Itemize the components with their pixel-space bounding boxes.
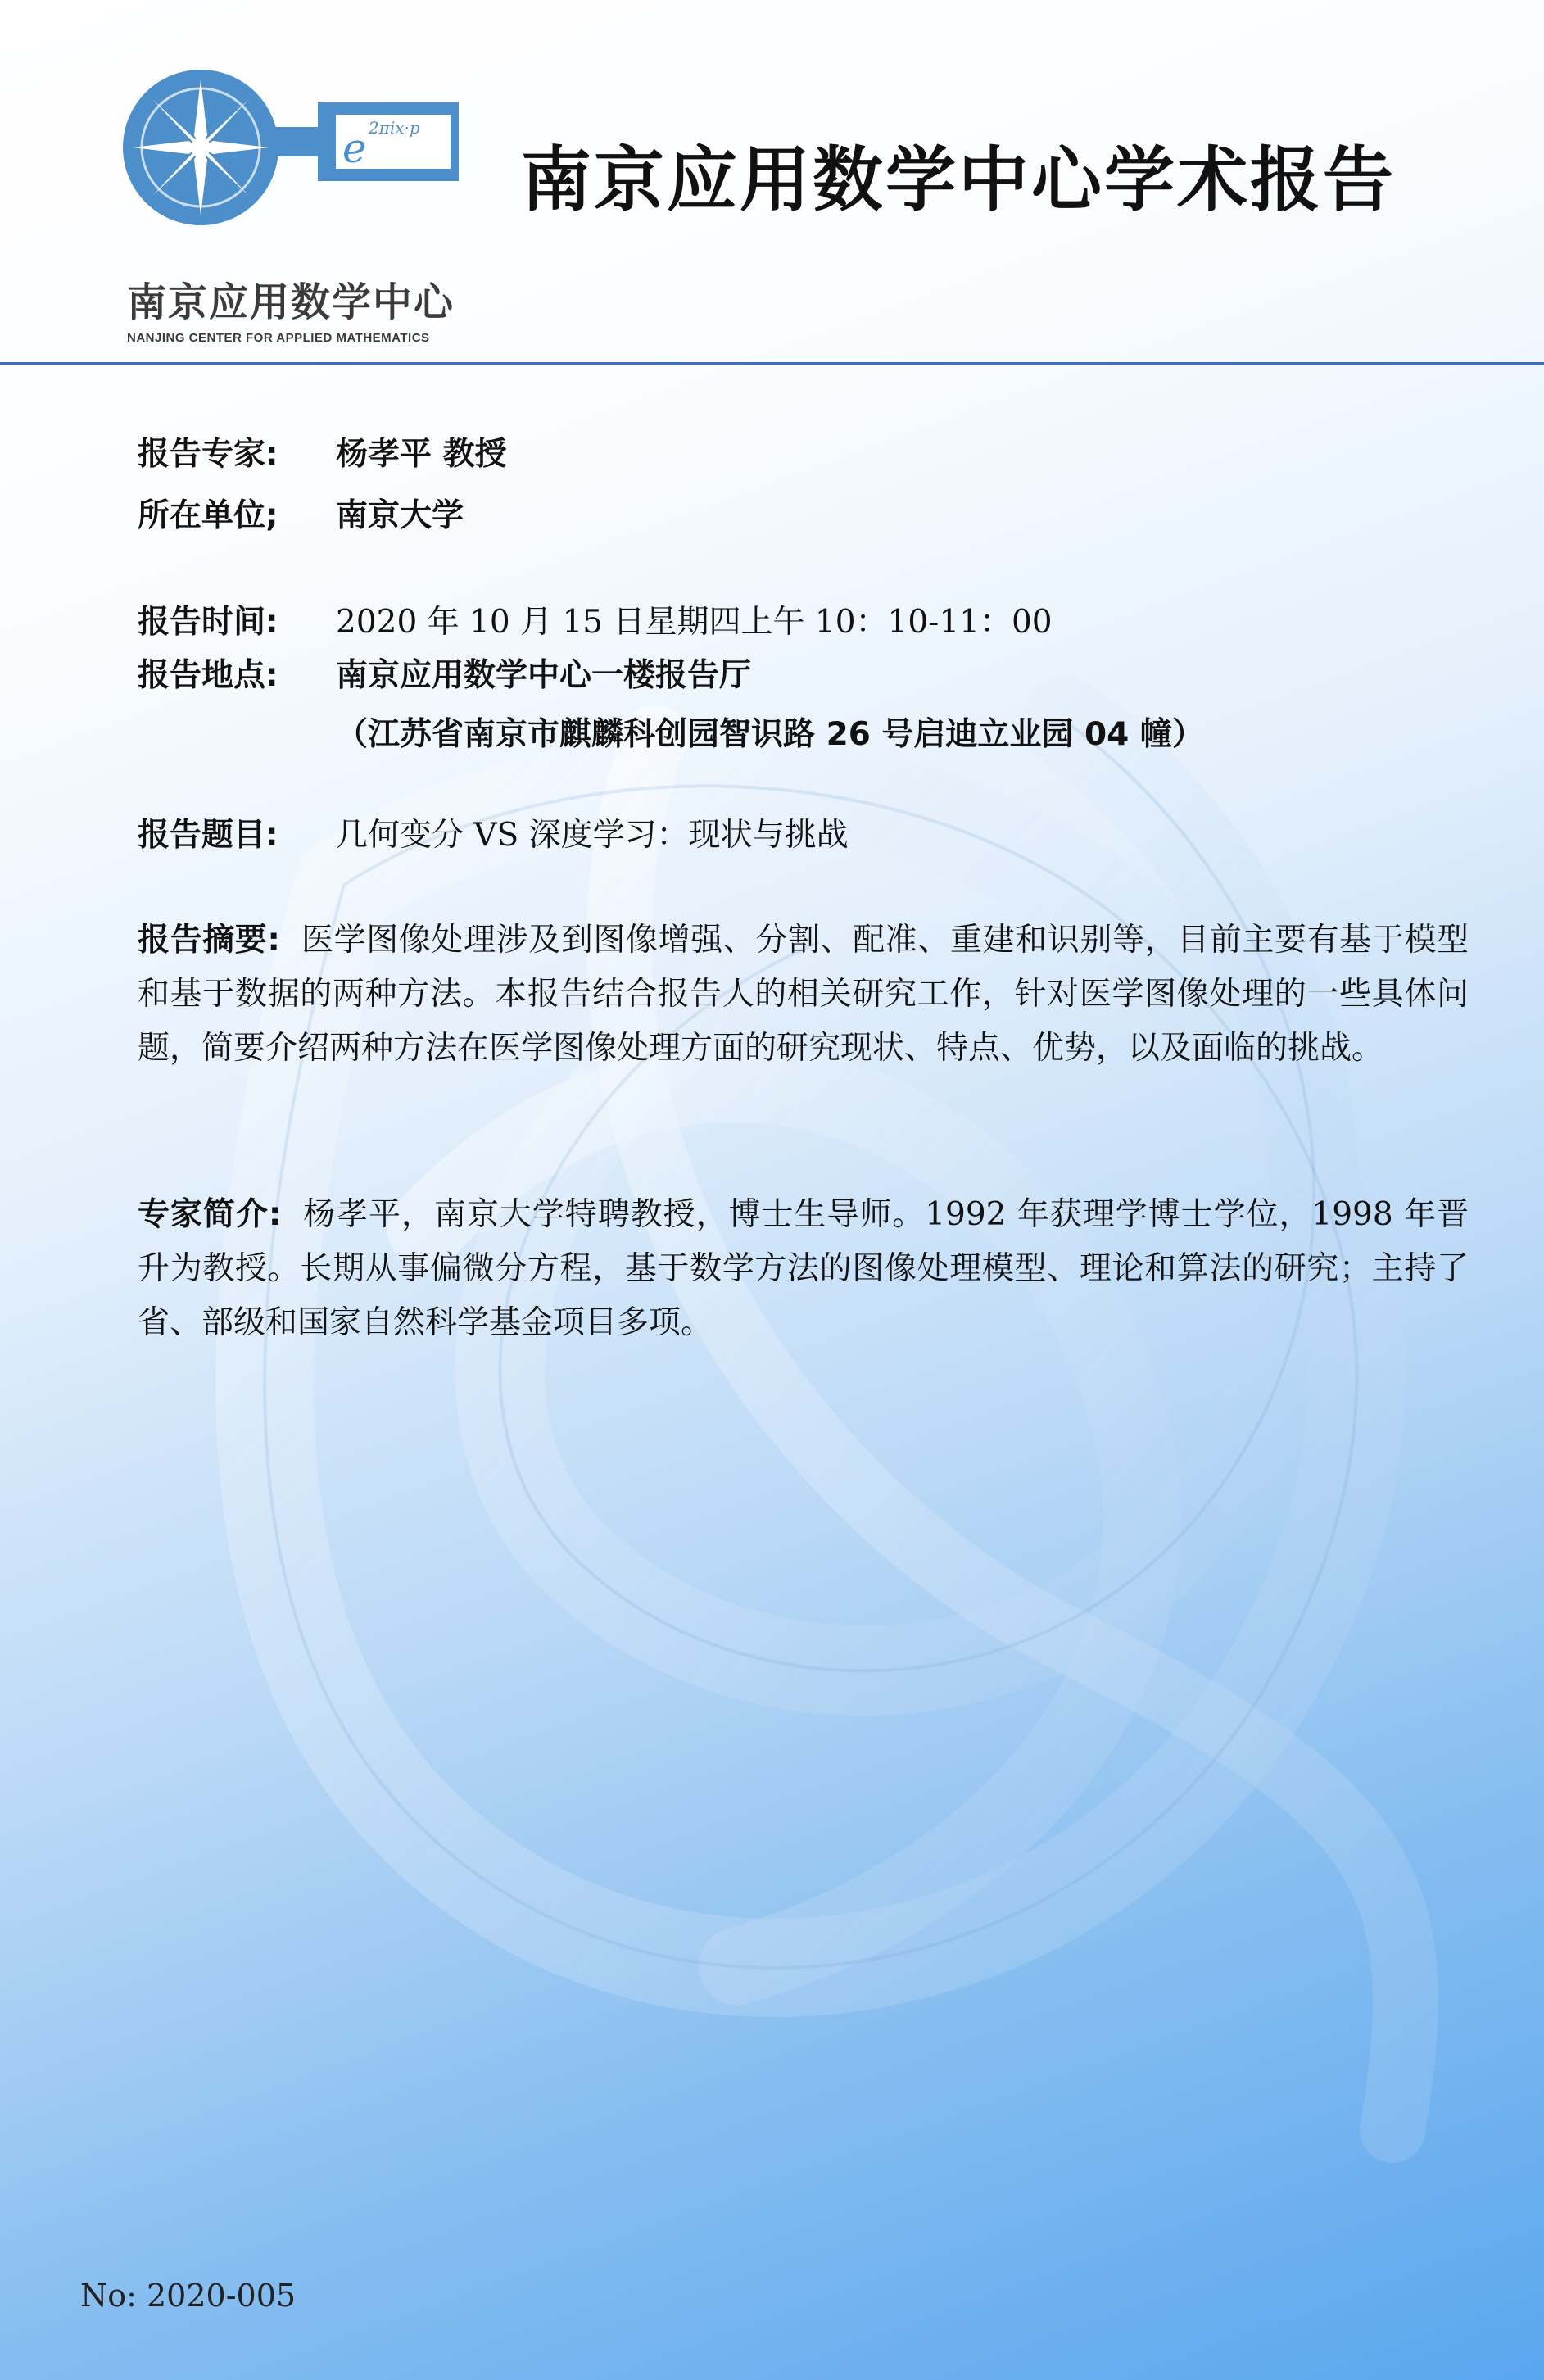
abstract-text: 医学图像处理涉及到图像增强、分割、配准、重建和识别等，目前主要有基于模型和基于数据的两种方法。本报告结合报告人的相关研究工作，针对医学图像处理的一些具体问题，简要介绍两种方法在医学图像处理方面的研究现状、特点、优势，以及面临的挑战。 (138, 922, 1469, 1067)
logo-formula-text: e (342, 125, 367, 172)
topic-value: 几何变分 VS 深度学习：现状与挑战 (336, 817, 849, 854)
speaker-row (138, 434, 507, 475)
place-label: 报告地点: (138, 657, 278, 694)
unit-label: 所在单位; (138, 497, 278, 534)
place-value: 南京应用数学中心一楼报告厅 (336, 657, 752, 694)
topic-label: 报告题目: (138, 817, 278, 854)
unit-row (138, 496, 464, 537)
place-address: （江苏省南京市麒麟科创园智识路 26 号启迪立业园 04 幢） (336, 716, 1204, 753)
abstract-label: 报告摘要: (138, 922, 280, 959)
time-label: 报告时间: (138, 604, 278, 641)
page-title: 南京应用数学中心学术报告 (521, 139, 1396, 221)
place-row (138, 655, 752, 696)
topic-row (138, 815, 849, 856)
logo-english-name: NANJING CENTER FOR APPLIED MATHEMATICS (127, 331, 430, 345)
time-row (138, 602, 1053, 643)
logo-exponent-text: 2πix·p (369, 118, 420, 138)
bio-label: 专家简介: (138, 1196, 282, 1233)
logo-chinese-name: 南京应用数学中心 (127, 279, 455, 325)
time-value: 2020 年 10 月 15 日星期四上午 10：10-11：00 (336, 604, 1053, 641)
speaker-label: 报告专家: (138, 436, 278, 473)
speaker-value: 杨孝平 教授 (336, 436, 507, 473)
header-divider (0, 362, 1544, 365)
bio-text: 杨孝平，南京大学特聘教授，博士生导师。1992 年获理学博士学位，1998 年晋升为教授。长期从事偏微分方程，基于数学方法的图像处理模型、理论和算法的研究；主持了省、部级和国家自然科学基金项目多项。 (138, 1196, 1469, 1341)
abstract-section (138, 913, 1469, 1076)
unit-value: 南京大学 (336, 497, 464, 534)
bio-section (138, 1188, 1469, 1350)
report-number: No: 2020-005 (80, 2278, 297, 2314)
